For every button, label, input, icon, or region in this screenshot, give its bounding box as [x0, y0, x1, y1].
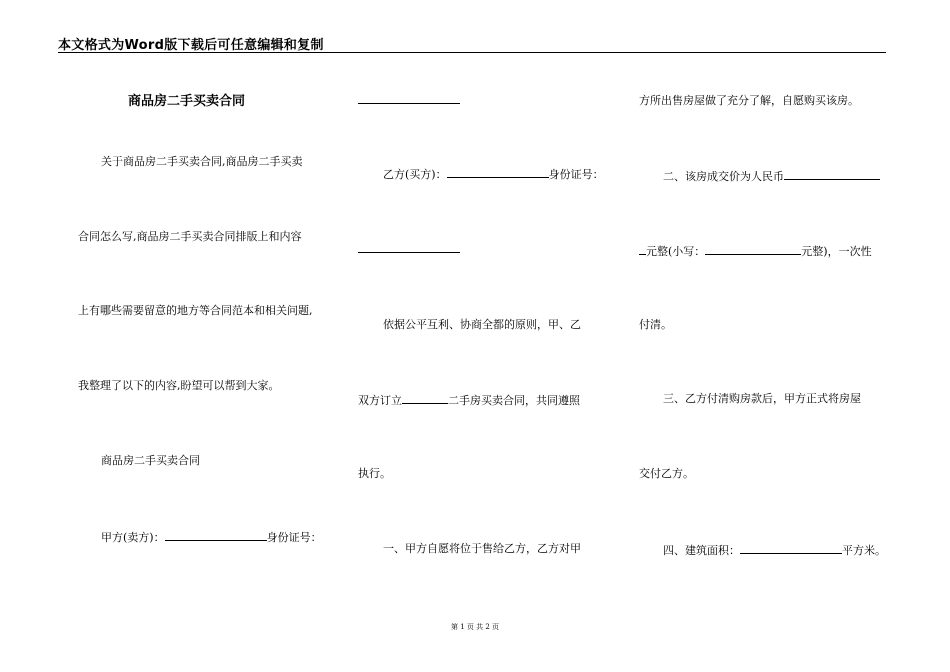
paragraph-line	[663, 168, 880, 184]
blank-underline	[358, 103, 460, 104]
text-fragment: 二手房买卖合同，共同遵照	[448, 394, 580, 407]
paragraph-line	[358, 392, 580, 408]
paragraph-line: 一、甲方自愿将位于售给乙方，乙方对甲	[383, 542, 581, 555]
text-fragment: 二、该房成交价为人民币	[663, 170, 784, 183]
text-fragment: 双方订立	[358, 394, 402, 407]
price-blank	[784, 168, 880, 180]
paragraph-line: 依据公平互利、协商全都的原则，甲、乙	[383, 318, 581, 331]
paragraph-line: 我整理了以下的内容,盼望可以帮到大家。	[78, 379, 280, 392]
header-text: 本文格式为Word版下载后可任意编辑和复制	[58, 38, 324, 53]
party-b-id-label: 身份证号：	[548, 168, 604, 181]
paragraph-line	[639, 243, 872, 259]
area-blank	[740, 542, 842, 554]
party-b-line	[383, 166, 604, 182]
party-a-label: 甲方(卖方)：	[101, 531, 165, 544]
paragraph-line: 上有哪些需要留意的地方等合同范本和相关问题,	[78, 304, 313, 317]
paragraph-line: 付清。	[639, 318, 672, 331]
text-fragment: 平方米。	[842, 544, 886, 557]
price-blank-cont	[639, 243, 646, 255]
paragraph-line: 三、乙方付清购房款后，甲方正式将房屋	[663, 392, 861, 405]
page-number: 第 1 页 共 2 页	[450, 623, 500, 631]
paragraph-line: 交付乙方。	[639, 467, 694, 480]
paragraph-line: 关于商品房二手买卖合同,商品房二手买卖	[101, 155, 303, 168]
paragraph-line: 合同怎么写,商品房二手买卖合同排版上和内容	[78, 230, 302, 243]
price-lowercase-blank	[705, 243, 801, 255]
blank-underline	[358, 252, 460, 253]
paragraph-line: 执行。	[358, 467, 391, 480]
party-a-line	[101, 529, 322, 545]
party-a-id-label: 身份证号：	[266, 531, 322, 544]
page-header	[58, 34, 886, 53]
contract-name-blank	[402, 392, 448, 404]
text-fragment: 元整)，一次性	[801, 245, 872, 258]
paragraph-line: 方所出售房屋做了充分了解，自愿购买该房。	[639, 94, 859, 107]
document-title: 商品房二手买卖合同	[128, 94, 246, 109]
text-fragment: 元整(小写：	[646, 245, 706, 258]
party-b-name-blank	[447, 166, 549, 178]
party-b-label: 乙方(买方)：	[383, 168, 447, 181]
party-a-name-blank	[165, 529, 267, 541]
text-fragment: 四、建筑面积：	[663, 544, 740, 557]
paragraph-line	[663, 542, 886, 558]
contract-subtitle: 商品房二手买卖合同	[101, 454, 200, 467]
